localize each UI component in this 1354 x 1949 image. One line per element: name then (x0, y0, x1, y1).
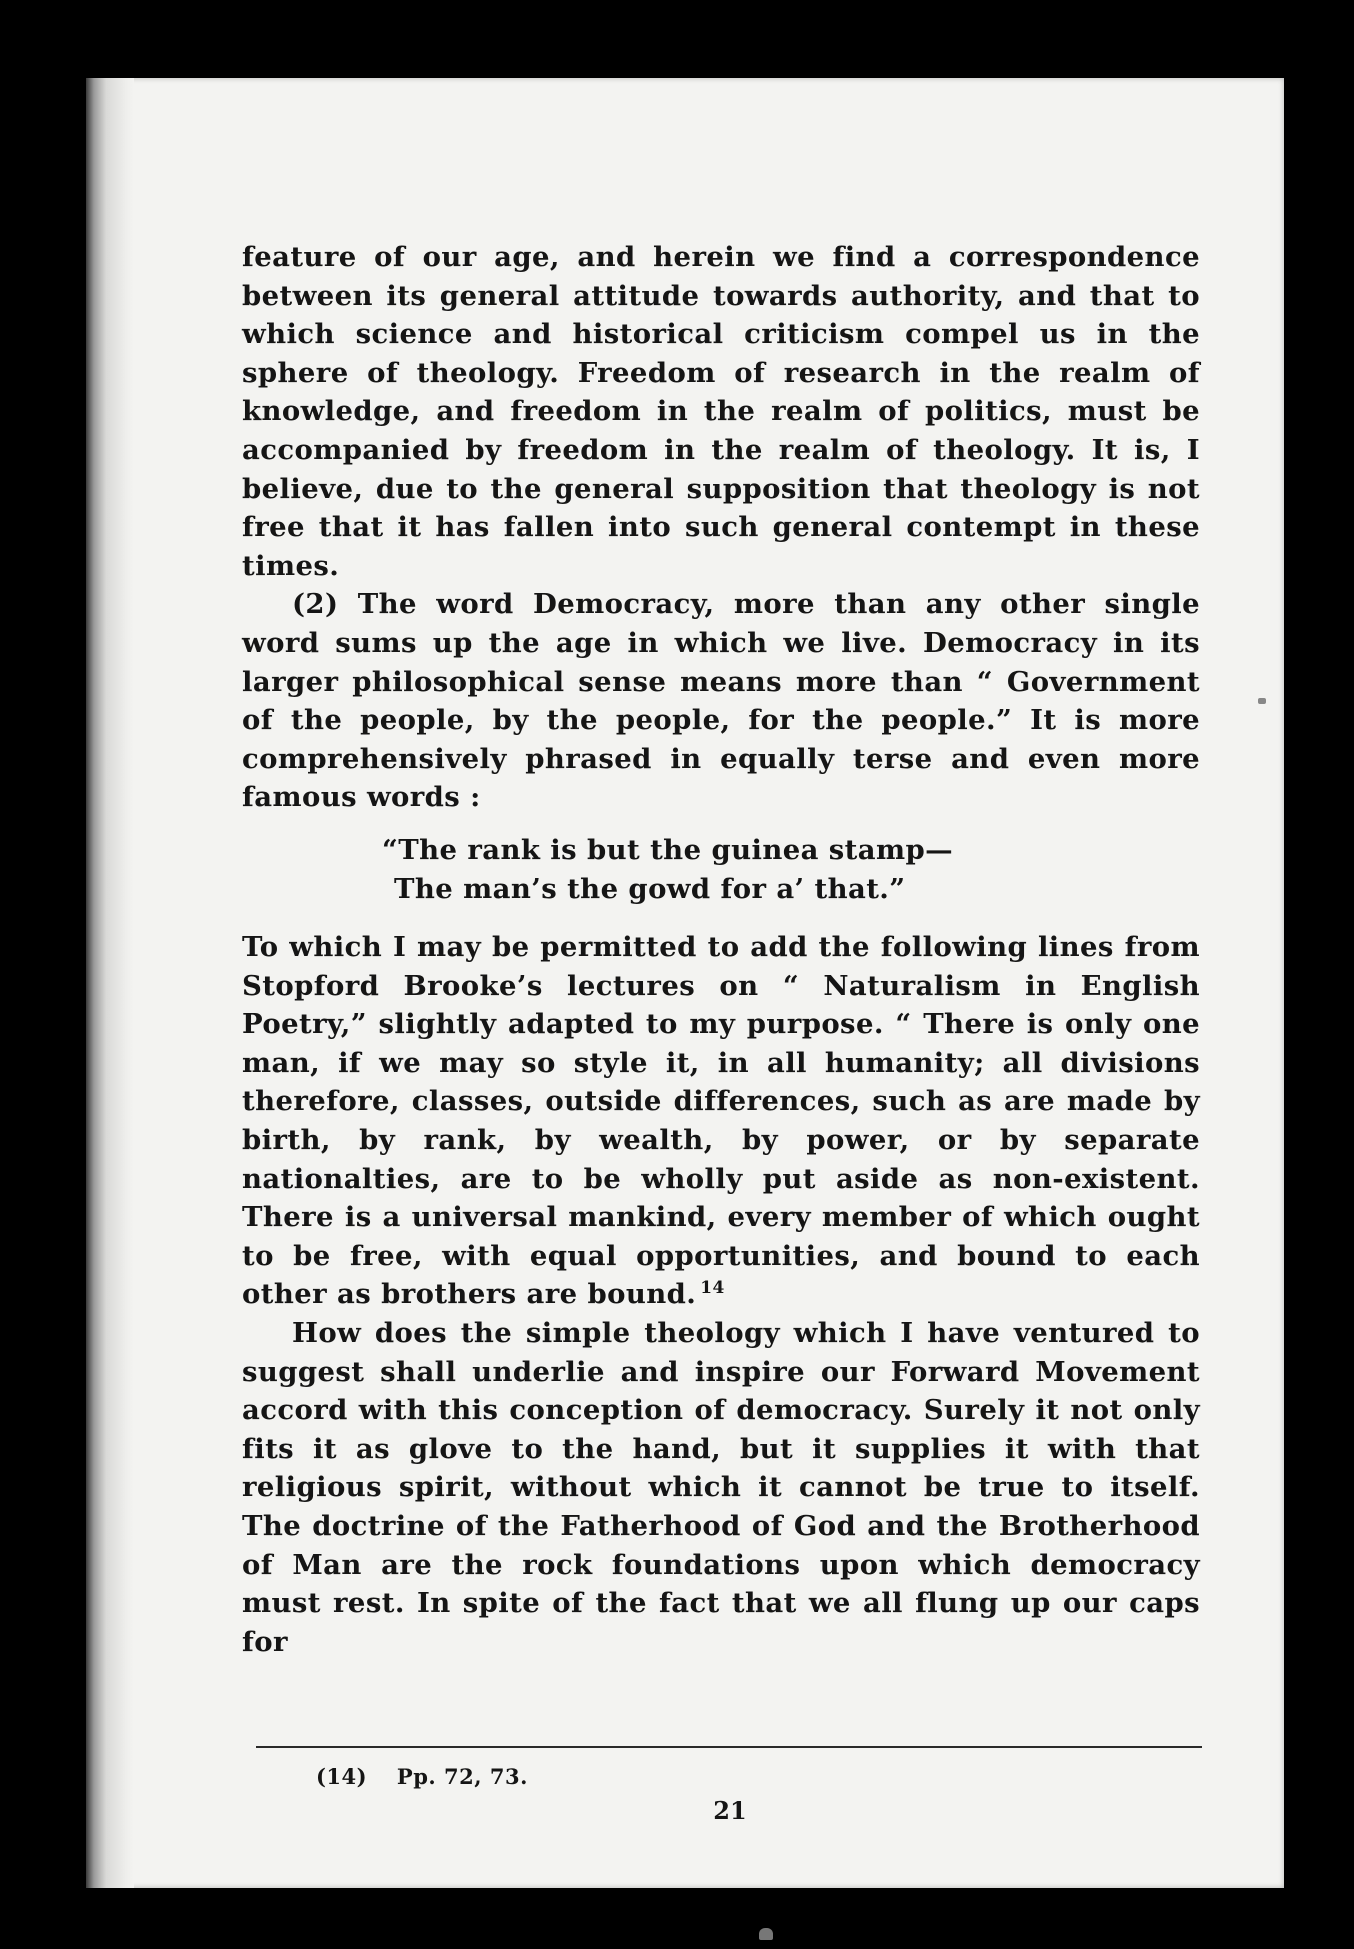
book-page (86, 78, 1284, 1888)
body-text (242, 238, 1200, 1661)
scan-artifact (759, 1928, 773, 1940)
footnote-divider (256, 1746, 1202, 1748)
page-number: 21 (713, 1796, 747, 1825)
verse-line-2: The man’s the gowd for a’ that.” (394, 872, 906, 905)
footnote (316, 1764, 528, 1789)
paragraph-theology: How does the simple theology which I have ventured to suggest shall underlie and inspire our Forward Movement accord with this conception of democracy. Surely it not only fits it as glove to the hand, but it supplies it with that religious spirit, without which it cannot be true to itself. The doctrine of the Fatherhood of God and the Brotherhood of Man are the rock foundations upon which democracy must rest. In spite of the fact that we all flung up our caps for (242, 1317, 1200, 1658)
verse-line-1: “The rank is but the guinea stamp— (382, 833, 954, 866)
footnote-marker: 14 (700, 1278, 725, 1299)
paragraph-stopford-brooke (242, 928, 1200, 1314)
footnote-text: Pp. 72, 73. (396, 1764, 528, 1789)
verse-quote (242, 831, 1200, 908)
page-spine-shadow (86, 78, 134, 1888)
paragraph-stopford-brooke-text: To which I may be permitted to add the following lines from Stopford Brooke’s lectures on “ Naturalism in English Poetry,” slightly adapted to my purpose. “ There is only one man, if we may so style it, in all humanity; all divisions therefore, classes, outside differences, such as are made by birth, by rank, by wealth, by power, or by separate nationalties, are to be wholly put aside as non-existent. There is a universal mankind, every member of which ought to be free, with equal opportunities, and bound to each other as brothers are bound. (242, 931, 1200, 1311)
footnote-ref: (14) (316, 1764, 368, 1789)
paragraph-democracy: (2) The word Democracy, more than any other single word sums up the age in which we live. Democracy in its larger philosophical sense means more than “ Government of the people, by the people, for the people.” It is more comprehensively phrased in equally terse and even more famous words : (242, 588, 1200, 814)
scan-speck (1258, 698, 1266, 704)
paragraph-authority: feature of our age, and herein we find a correspondence between its general attitude towards authority, and that to which science and historical criticism compel us in the sphere of theology. Freedom of research in the realm of knowledge, and freedom in the realm of politics, must be accompanied by freedom in the realm of theology. It is, I believe, due to the general supposition that theology is not free that it has fallen into such general contempt in these times. (242, 241, 1200, 582)
